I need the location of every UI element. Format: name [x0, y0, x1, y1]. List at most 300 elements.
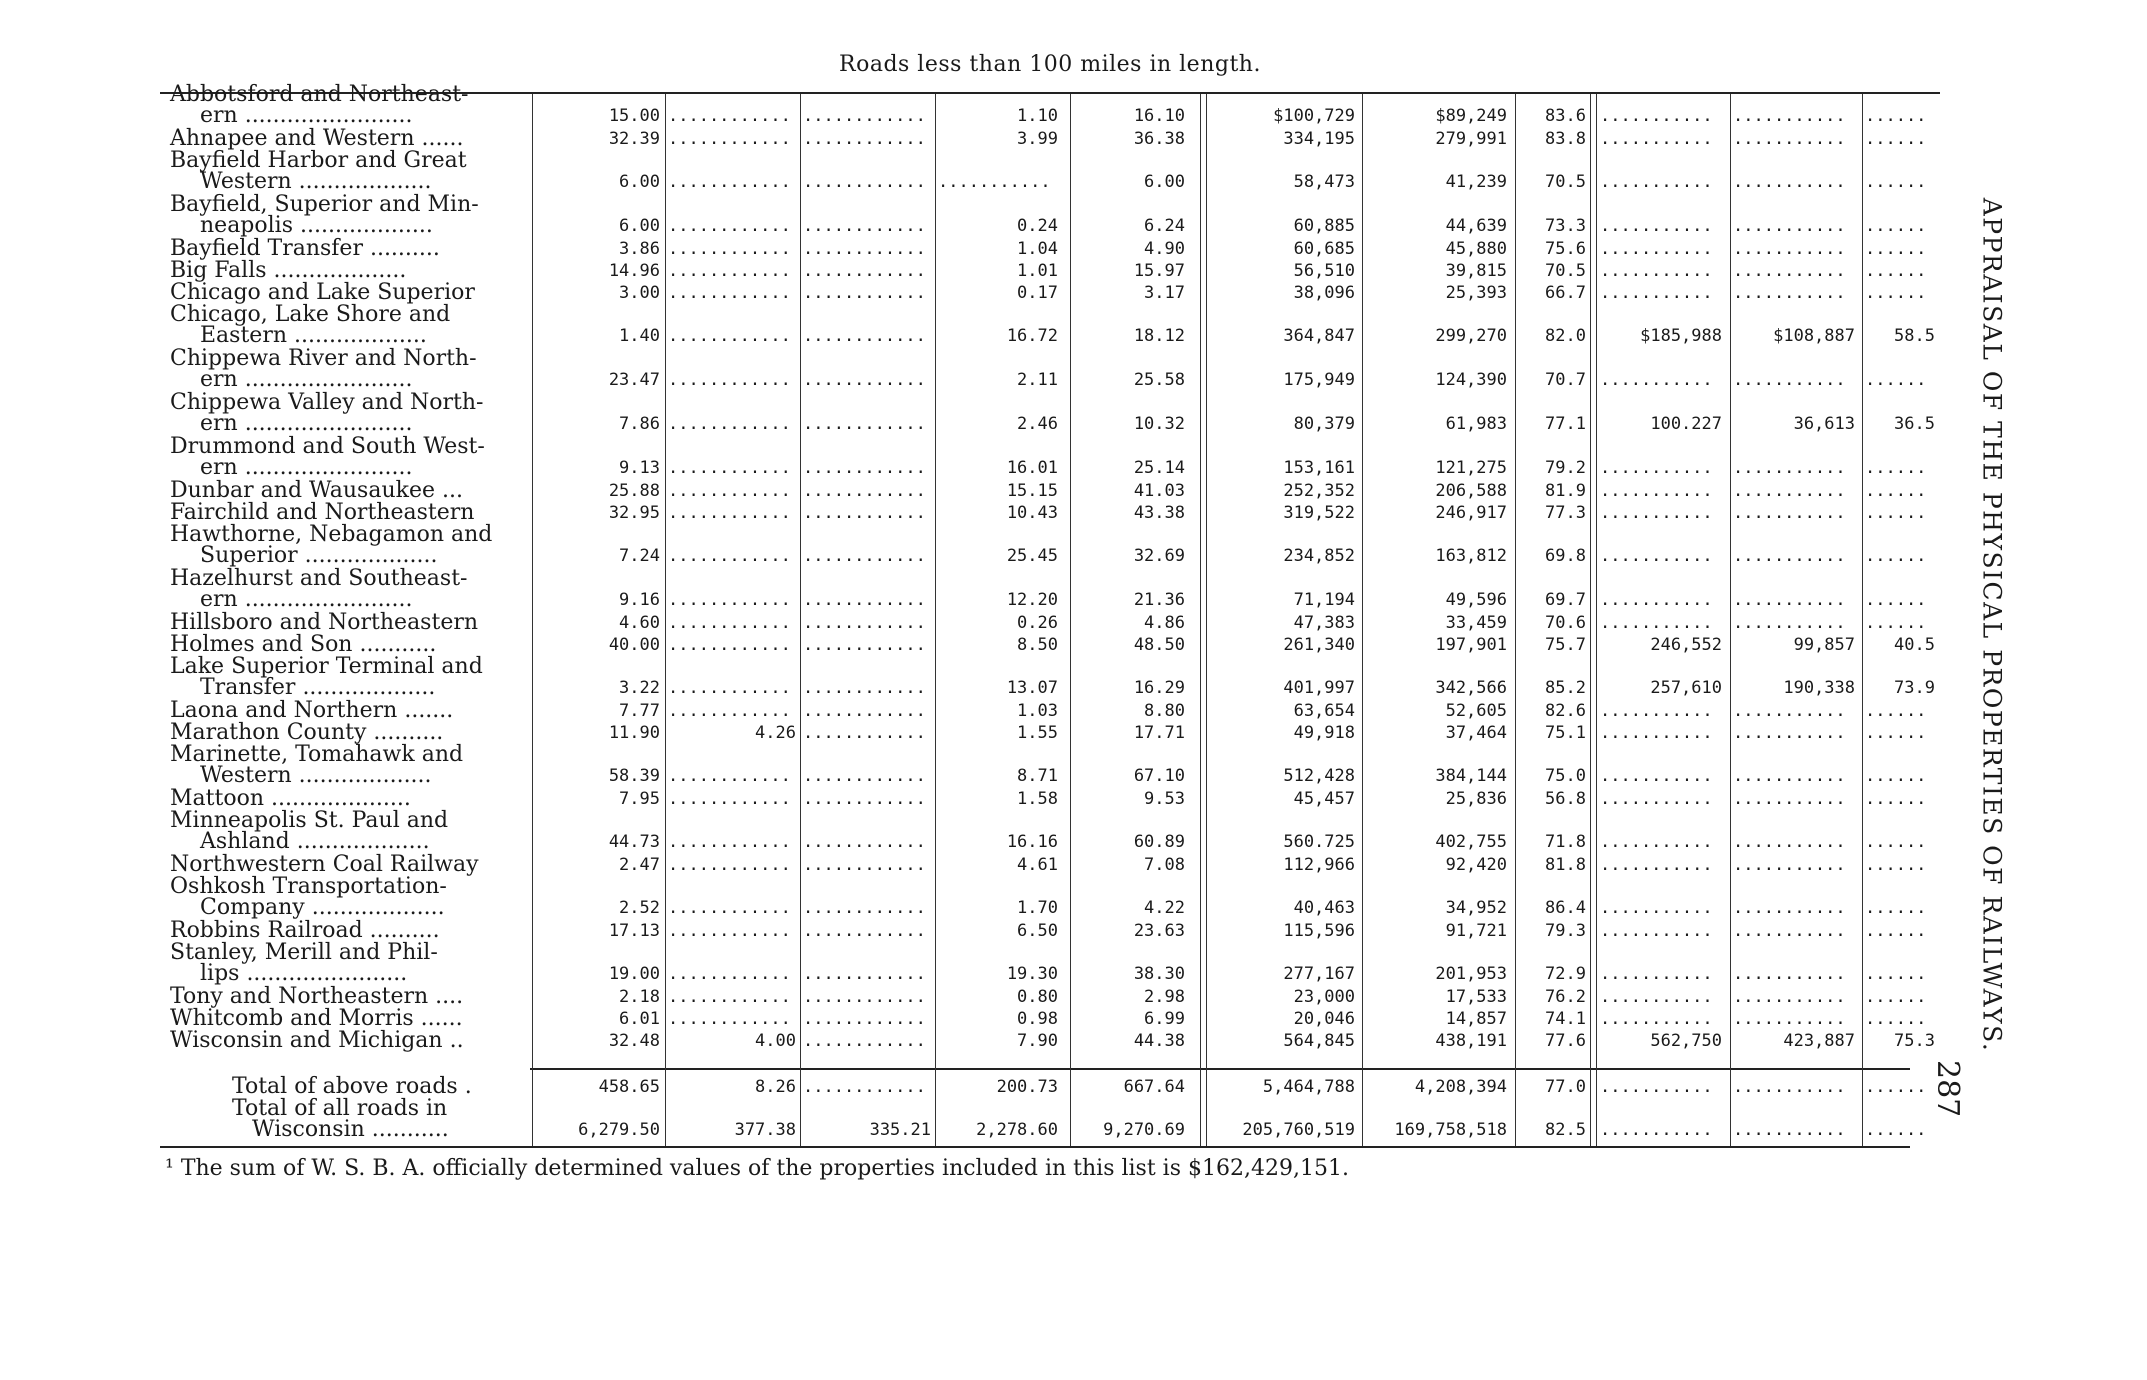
empty-cell-leader: ...........: [1600, 261, 1713, 281]
empty-cell-leader: ............: [803, 370, 926, 390]
table-cell: 257,610: [1650, 678, 1722, 698]
empty-cell-leader: ......: [1865, 458, 1927, 478]
table-cell: 82.0: [1545, 326, 1586, 346]
empty-cell-leader: ...........: [1600, 921, 1713, 941]
empty-cell-leader: ......: [1865, 789, 1927, 809]
table-cell: 25.88: [608, 481, 660, 501]
table-cell: 52,605: [1445, 701, 1507, 721]
empty-cell-leader: ...........: [1600, 701, 1713, 721]
empty-cell-leader: ......: [1865, 239, 1927, 259]
table-cell: 41,239: [1445, 172, 1507, 192]
empty-cell-leader: ...........: [1600, 172, 1713, 192]
table-cell: 384,144: [1435, 766, 1507, 786]
table-cell: 4.26: [755, 723, 796, 743]
table-cell: 7.08: [1144, 855, 1185, 875]
table-cell: 6.00: [619, 172, 660, 192]
table-cell: 438,191: [1435, 1031, 1507, 1051]
empty-cell-leader: ...........: [1733, 855, 1846, 875]
table-cell: 560.725: [1283, 832, 1355, 852]
empty-cell-leader: ............: [803, 326, 926, 346]
empty-cell-leader: ............: [668, 766, 791, 786]
table-cell: 100.227: [1650, 414, 1722, 434]
empty-cell-leader: ......: [1865, 987, 1927, 1007]
table-cell: 16.29: [1133, 678, 1185, 698]
table-cell: 175,949: [1283, 370, 1355, 390]
table-cell: 58.5: [1894, 326, 1935, 346]
table-cell: 667.64: [1123, 1077, 1185, 1097]
empty-cell-leader: ...........: [1733, 1120, 1846, 1140]
road-name: Lake Superior Terminal and: [170, 654, 483, 679]
table-cell: 401,997: [1283, 678, 1355, 698]
table-cell: 200.73: [996, 1077, 1058, 1097]
empty-cell-leader: ............: [668, 590, 791, 610]
table-cell: 25.58: [1133, 370, 1185, 390]
empty-cell-leader: ...........: [1733, 590, 1846, 610]
table-cell: 564,845: [1283, 1031, 1355, 1051]
empty-cell-leader: ...........: [1733, 239, 1846, 259]
table-cell: 3.17: [1144, 283, 1185, 303]
table-cell: 37,464: [1445, 723, 1507, 743]
table-cell: 2.18: [619, 987, 660, 1007]
road-name: Bayfield, Superior and Min-: [170, 192, 479, 217]
table-cell: 32.95: [608, 503, 660, 523]
empty-cell-leader: ............: [668, 326, 791, 346]
table-cell: 334,195: [1283, 129, 1355, 149]
table-cell: 70.7: [1545, 370, 1586, 390]
empty-cell-leader: ...........: [1600, 503, 1713, 523]
empty-cell-leader: ...........: [1600, 898, 1713, 918]
empty-cell-leader: ......: [1865, 855, 1927, 875]
table-cell: 70.6: [1545, 613, 1586, 633]
table-cell: 9,270.69: [1103, 1120, 1185, 1140]
table-cell: 0.24: [1017, 216, 1058, 236]
empty-cell-leader: ...........: [1600, 239, 1713, 259]
empty-cell-leader: ............: [803, 546, 926, 566]
empty-cell-leader: ............: [803, 414, 926, 434]
empty-cell-leader: ............: [668, 921, 791, 941]
table-cell: 423,887: [1783, 1031, 1855, 1051]
empty-cell-leader: ............: [803, 613, 926, 633]
table-cell: 16.10: [1133, 106, 1185, 126]
table-cell: 38,096: [1293, 283, 1355, 303]
table-cell: 18.12: [1133, 326, 1185, 346]
table-cell: 197,901: [1435, 635, 1507, 655]
empty-cell-leader: ............: [668, 701, 791, 721]
table-cell: $100,729: [1273, 106, 1355, 126]
table-cell: $185,988: [1640, 326, 1722, 346]
empty-cell-leader: ...........: [1600, 458, 1713, 478]
page-side-title: APPRAISAL OF THE PHYSICAL PROPERTIES OF RAILWAYS.: [1977, 197, 2007, 1053]
empty-cell-leader: ............: [668, 261, 791, 281]
table-cell: 6.50: [1017, 921, 1058, 941]
empty-cell-leader: ...........: [1600, 987, 1713, 1007]
table-cell: 25.14: [1133, 458, 1185, 478]
table-cell: 81.8: [1545, 855, 1586, 875]
table-cell: 115,596: [1283, 921, 1355, 941]
empty-cell-leader: ...........: [1600, 129, 1713, 149]
empty-cell-leader: ...........: [1600, 964, 1713, 984]
table-cell: 3.00: [619, 283, 660, 303]
empty-cell-leader: ............: [668, 106, 791, 126]
table-cell: 58,473: [1293, 172, 1355, 192]
empty-cell-leader: ...........: [1733, 172, 1846, 192]
table-cell: 83.8: [1545, 129, 1586, 149]
road-name: Drummond and South West-: [170, 434, 485, 459]
table-cell: 6,279.50: [578, 1120, 660, 1140]
table-cell: 60.89: [1133, 832, 1185, 852]
empty-cell-leader: ......: [1865, 898, 1927, 918]
table-cell: 3.86: [619, 239, 660, 259]
empty-cell-leader: ......: [1865, 832, 1927, 852]
empty-cell-leader: ...........: [1733, 546, 1846, 566]
empty-cell-leader: ............: [803, 481, 926, 501]
road-name: ern ........................: [200, 455, 413, 480]
empty-cell-leader: ...........: [1600, 723, 1713, 743]
road-name: Marinette, Tomahawk and: [170, 742, 464, 767]
table-cell: 44.38: [1133, 1031, 1185, 1051]
road-name: Hillsboro and Northeastern: [170, 610, 479, 635]
table-cell: 1.03: [1017, 701, 1058, 721]
table-cell: 163,812: [1435, 546, 1507, 566]
empty-cell-leader: ...........: [1733, 283, 1846, 303]
table-cell: 79.3: [1545, 921, 1586, 941]
table-cell: 77.1: [1545, 414, 1586, 434]
road-name: Abbotsford and Northeast-: [170, 82, 469, 107]
empty-cell-leader: ............: [803, 678, 926, 698]
table-cell: 335.21: [869, 1120, 931, 1140]
road-name: Minneapolis St. Paul and: [170, 808, 449, 833]
table-cell: 75.1: [1545, 723, 1586, 743]
empty-cell-leader: ............: [803, 172, 926, 192]
table-cell: 377.38: [734, 1120, 796, 1140]
table-cell: 319,522: [1283, 503, 1355, 523]
table-cell: 4.22: [1144, 898, 1185, 918]
road-name: Chicago, Lake Shore and: [170, 302, 451, 327]
table-cell: 8.26: [755, 1077, 796, 1097]
total-label: Total of above roads .: [232, 1074, 472, 1099]
table-cell: 1.01: [1017, 261, 1058, 281]
road-name: Company ...................: [200, 895, 445, 920]
empty-cell-leader: ...........: [1733, 503, 1846, 523]
empty-cell-leader: ...........: [1600, 216, 1713, 236]
table-cell: 67.10: [1133, 766, 1185, 786]
table-cell: 112,966: [1283, 855, 1355, 875]
table-cell: 7.90: [1017, 1031, 1058, 1051]
table-cell: 92,420: [1445, 855, 1507, 875]
table-cell: 77.3: [1545, 503, 1586, 523]
table-cell: 6.00: [1144, 172, 1185, 192]
empty-cell-leader: ......: [1865, 261, 1927, 281]
empty-cell-leader: ...........: [1600, 481, 1713, 501]
table-cell: 246,917: [1435, 503, 1507, 523]
road-name: Laona and Northern .......: [170, 698, 454, 723]
table-cell: 83.6: [1545, 106, 1586, 126]
table-cell: 6.99: [1144, 1009, 1185, 1029]
table-cell: 8.80: [1144, 701, 1185, 721]
table-cell: 261,340: [1283, 635, 1355, 655]
table-cell: 3.22: [619, 678, 660, 698]
table-cell: $108,887: [1773, 326, 1855, 346]
table-cell: 71,194: [1293, 590, 1355, 610]
empty-cell-leader: ......: [1865, 283, 1927, 303]
table-cell: 25,393: [1445, 283, 1507, 303]
table-cell: 6.01: [619, 1009, 660, 1029]
table-cell: 1.04: [1017, 239, 1058, 259]
empty-cell-leader: ...........: [1733, 106, 1846, 126]
table-cell: 49,918: [1293, 723, 1355, 743]
road-name: ern ........................: [200, 367, 413, 392]
empty-cell-leader: ............: [668, 414, 791, 434]
empty-cell-leader: ...........: [1600, 855, 1713, 875]
empty-cell-leader: ...........: [1600, 370, 1713, 390]
road-name: Tony and Northeastern ....: [170, 984, 464, 1009]
table-cell: 1.10: [1017, 106, 1058, 126]
table-cell: 80,379: [1293, 414, 1355, 434]
empty-cell-leader: ......: [1865, 546, 1927, 566]
road-name: Chippewa Valley and North-: [170, 390, 484, 415]
empty-cell-leader: ...........: [1733, 921, 1846, 941]
table-cell: 402,755: [1435, 832, 1507, 852]
table-cell: 32.48: [608, 1031, 660, 1051]
table-cell: 44.73: [608, 832, 660, 852]
table-cell: 0.98: [1017, 1009, 1058, 1029]
table-cell: 82.5: [1545, 1120, 1586, 1140]
table-cell: 4.90: [1144, 239, 1185, 259]
table-cell: 44,639: [1445, 216, 1507, 236]
empty-cell-leader: ...........: [1733, 481, 1846, 501]
table-cell: 63,654: [1293, 701, 1355, 721]
empty-cell-leader: ............: [803, 216, 926, 236]
table-cell: 75.6: [1545, 239, 1586, 259]
road-name: Chicago and Lake Superior: [170, 280, 475, 305]
road-name: Fairchild and Northeastern: [170, 500, 475, 525]
table-cell: 0.26: [1017, 613, 1058, 633]
table-cell: 19.00: [608, 964, 660, 984]
table-cell: 279,991: [1435, 129, 1507, 149]
empty-cell-leader: ............: [668, 503, 791, 523]
empty-cell-leader: ............: [803, 964, 926, 984]
road-name: Ahnapee and Western ......: [170, 126, 464, 151]
road-name: ern ........................: [200, 411, 413, 436]
table-cell: 205,760,519: [1242, 1120, 1355, 1140]
table-cell: 153,161: [1283, 458, 1355, 478]
empty-cell-leader: ............: [803, 635, 926, 655]
table-cell: 342,566: [1435, 678, 1507, 698]
empty-cell-leader: ...........: [1733, 370, 1846, 390]
table-cell: 34,952: [1445, 898, 1507, 918]
table-cell: 56,510: [1293, 261, 1355, 281]
empty-cell-leader: ......: [1865, 1077, 1927, 1097]
empty-cell-leader: ............: [668, 678, 791, 698]
empty-cell-leader: ......: [1865, 723, 1927, 743]
empty-cell-leader: ............: [668, 855, 791, 875]
table-cell: 76.2: [1545, 987, 1586, 1007]
table-cell: 512,428: [1283, 766, 1355, 786]
empty-cell-leader: ......: [1865, 766, 1927, 786]
table-cell: 364,847: [1283, 326, 1355, 346]
table-cell: 36.38: [1133, 129, 1185, 149]
table-cell: 75.7: [1545, 635, 1586, 655]
table-cell: 16.16: [1006, 832, 1058, 852]
road-name: Holmes and Son ...........: [170, 632, 437, 657]
table-cell: 73.3: [1545, 216, 1586, 236]
table-cell: 17.13: [608, 921, 660, 941]
empty-cell-leader: ............: [668, 1009, 791, 1029]
empty-cell-leader: ............: [668, 216, 791, 236]
empty-cell-leader: ............: [803, 1009, 926, 1029]
road-name: Dunbar and Wausaukee ...: [170, 478, 463, 503]
table-cell: 9.13: [619, 458, 660, 478]
footnote: ¹ The sum of W. S. B. A. officially determined values of the properties included in this list is $162,429,151.: [165, 1156, 1349, 1181]
table-cell: 14,857: [1445, 1009, 1507, 1029]
empty-cell-leader: ......: [1865, 590, 1927, 610]
empty-cell-leader: ............: [803, 898, 926, 918]
empty-cell-leader: ...........: [1600, 1120, 1713, 1140]
road-name: lips .......................: [200, 961, 408, 986]
table-cell: 17,533: [1445, 987, 1507, 1007]
road-name: Stanley, Merill and Phil-: [170, 940, 438, 965]
empty-cell-leader: ............: [668, 635, 791, 655]
empty-cell-leader: ...........: [938, 172, 1051, 192]
table-cell: 71.8: [1545, 832, 1586, 852]
table-cell: 15.97: [1133, 261, 1185, 281]
road-name: Robbins Railroad ..........: [170, 918, 440, 943]
table-cell: 40.5: [1894, 635, 1935, 655]
empty-cell-leader: ............: [803, 239, 926, 259]
table-cell: 4.61: [1017, 855, 1058, 875]
empty-cell-leader: ...........: [1733, 1077, 1846, 1097]
table-cell: 82.6: [1545, 701, 1586, 721]
empty-cell-leader: ............: [668, 546, 791, 566]
empty-cell-leader: ............: [803, 701, 926, 721]
table-cell: 25,836: [1445, 789, 1507, 809]
table-cell: 1.58: [1017, 789, 1058, 809]
empty-cell-leader: ...........: [1733, 789, 1846, 809]
empty-cell-leader: ......: [1865, 503, 1927, 523]
table-cell: 8.50: [1017, 635, 1058, 655]
table-cell: 86.4: [1545, 898, 1586, 918]
road-name: Western ...................: [200, 763, 432, 788]
empty-cell-leader: ...........: [1600, 283, 1713, 303]
table-cell: 23.47: [608, 370, 660, 390]
table-cell: 12.20: [1006, 590, 1058, 610]
road-name: Whitcomb and Morris ......: [170, 1006, 463, 1031]
empty-cell-leader: ...........: [1600, 613, 1713, 633]
empty-cell-leader: ......: [1865, 216, 1927, 236]
empty-cell-leader: ............: [668, 129, 791, 149]
table-cell: 4.00: [755, 1031, 796, 1051]
empty-cell-leader: ............: [803, 921, 926, 941]
table-cell: 23.63: [1133, 921, 1185, 941]
empty-cell-leader: ......: [1865, 921, 1927, 941]
table-cell: 40,463: [1293, 898, 1355, 918]
table-caption: Roads less than 100 miles in length.: [839, 52, 1261, 77]
empty-cell-leader: ............: [668, 987, 791, 1007]
empty-cell-leader: ...........: [1600, 832, 1713, 852]
table-cell: 91,721: [1445, 921, 1507, 941]
table-cell: 16.72: [1006, 326, 1058, 346]
table-cell: 39,815: [1445, 261, 1507, 281]
empty-cell-leader: ............: [668, 789, 791, 809]
table-cell: 2.52: [619, 898, 660, 918]
table-cell: 9.16: [619, 590, 660, 610]
empty-cell-leader: ...........: [1733, 613, 1846, 633]
empty-cell-leader: ...........: [1733, 723, 1846, 743]
table-cell: 1.70: [1017, 898, 1058, 918]
table-cell: 77.0: [1545, 1077, 1586, 1097]
road-name: Transfer ...................: [200, 675, 436, 700]
empty-cell-leader: ............: [668, 832, 791, 852]
empty-cell-leader: ......: [1865, 481, 1927, 501]
empty-cell-leader: ............: [803, 832, 926, 852]
empty-cell-leader: ...........: [1733, 701, 1846, 721]
empty-cell-leader: ............: [803, 1077, 926, 1097]
table-cell: 15.15: [1006, 481, 1058, 501]
empty-cell-leader: ............: [668, 172, 791, 192]
empty-cell-leader: ......: [1865, 964, 1927, 984]
table-cell: 299,270: [1435, 326, 1507, 346]
table-cell: 60,885: [1293, 216, 1355, 236]
empty-cell-leader: ......: [1865, 129, 1927, 149]
road-name: Mattoon ....................: [170, 786, 411, 811]
road-name: ern ........................: [200, 103, 413, 128]
table-cell: 61,983: [1445, 414, 1507, 434]
table-cell: 190,338: [1783, 678, 1855, 698]
empty-cell-leader: ...........: [1600, 106, 1713, 126]
table-cell: 7.95: [619, 789, 660, 809]
empty-cell-leader: ......: [1865, 701, 1927, 721]
empty-cell-leader: ............: [668, 898, 791, 918]
road-name: Wisconsin and Michigan ..: [170, 1028, 464, 1053]
road-name: Ashland ...................: [200, 829, 430, 854]
empty-cell-leader: ...........: [1600, 590, 1713, 610]
empty-cell-leader: ............: [668, 458, 791, 478]
table-cell: 10.43: [1006, 503, 1058, 523]
empty-cell-leader: ...........: [1733, 458, 1846, 478]
table-cell: 458.65: [598, 1077, 660, 1097]
table-cell: 13.07: [1006, 678, 1058, 698]
table-cell: 277,167: [1283, 964, 1355, 984]
table-cell: 8.71: [1017, 766, 1058, 786]
table-cell: 36,613: [1793, 414, 1855, 434]
empty-cell-leader: ...........: [1733, 129, 1846, 149]
empty-cell-leader: ...........: [1733, 1009, 1846, 1029]
table-cell: 252,352: [1283, 481, 1355, 501]
empty-cell-leader: ............: [803, 283, 926, 303]
table-cell: 2.11: [1017, 370, 1058, 390]
table-cell: 9.53: [1144, 789, 1185, 809]
road-name: Oshkosh Transportation-: [170, 874, 447, 899]
total-label: Wisconsin ...........: [252, 1117, 449, 1142]
table-cell: 19.30: [1006, 964, 1058, 984]
table-cell: 0.17: [1017, 283, 1058, 303]
table-cell: 66.7: [1545, 283, 1586, 303]
table-cell: 7.86: [619, 414, 660, 434]
empty-cell-leader: ......: [1865, 106, 1927, 126]
empty-cell-leader: ............: [668, 370, 791, 390]
road-name: Hazelhurst and Southeast-: [170, 566, 468, 591]
road-name: Big Falls ...................: [170, 258, 407, 283]
table-cell: 2.46: [1017, 414, 1058, 434]
empty-cell-leader: ............: [803, 129, 926, 149]
table-cell: 33,459: [1445, 613, 1507, 633]
table-cell: 2.47: [619, 855, 660, 875]
table-cell: 562,750: [1650, 1031, 1722, 1051]
table-cell: 45,880: [1445, 239, 1507, 259]
table-cell: 72.9: [1545, 964, 1586, 984]
table-cell: 3.99: [1017, 129, 1058, 149]
table-cell: 5,464,788: [1262, 1077, 1355, 1097]
